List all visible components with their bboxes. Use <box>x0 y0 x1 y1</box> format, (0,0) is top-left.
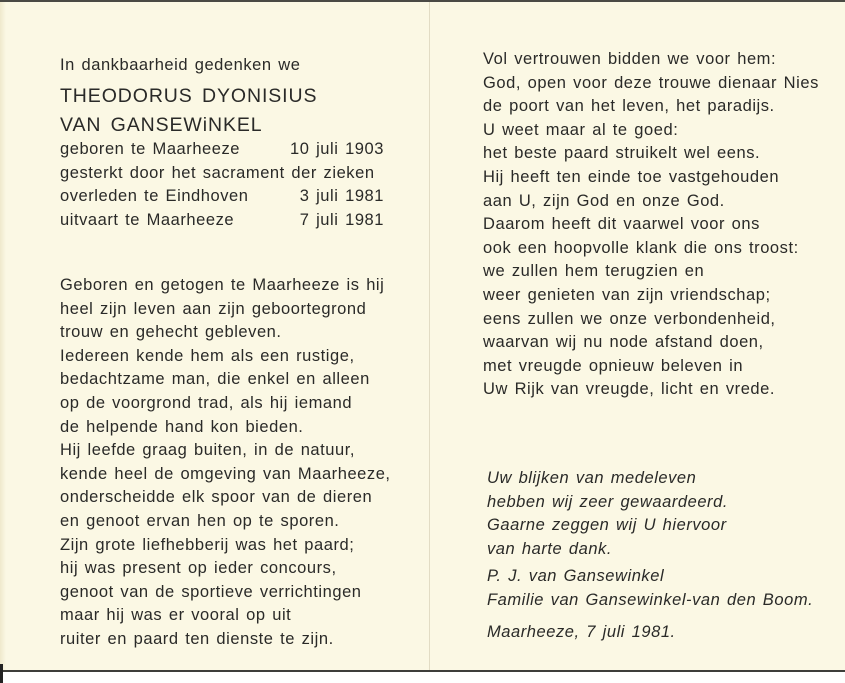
signature-line: Familie van Gansewinkel-van den Boom. <box>487 590 814 609</box>
place-date-line: Maarheeze, 7 juli 1981. <box>487 623 676 641</box>
signature-line: P. J. van Gansewinkel <box>487 567 665 585</box>
place-date <box>487 621 676 645</box>
thanks-line: van harte dank. <box>487 539 612 558</box>
fact-label: overleden te Eindhoven <box>60 187 249 206</box>
prayer-line: U weet maar al te goed: <box>483 120 679 139</box>
prayer-line: Daarom heeft dit vaarwel voor ons <box>483 215 760 234</box>
fact-value: 10 juli 1903 <box>289 140 384 158</box>
fact-label: uitvaart te Maarheeze <box>60 210 235 229</box>
fact-row <box>60 138 384 162</box>
biography-line: onderscheidde elk spoor van de dieren <box>60 488 373 507</box>
thanks-note <box>487 467 728 561</box>
center-fold <box>429 2 430 670</box>
biography-line: trouw en gehecht gebleven. <box>60 323 282 342</box>
prayer-line: Hij heeft ten einde toe vastgehouden <box>483 167 780 186</box>
biography-line: genoot van de sportieve verrichtingen <box>60 582 362 601</box>
name-line-2: VAN GANSEWiNKEL <box>60 114 263 136</box>
prayer-line: aan U, zijn God en onze God. <box>483 191 725 210</box>
prayer-line: weer genieten van zijn vriendschap; <box>483 285 771 304</box>
biography-line: Hij leefde graag buiten, in de natuur, <box>60 441 356 460</box>
fact-row <box>60 162 384 186</box>
prayer-line: het beste paard struikelt wel eens. <box>483 144 761 163</box>
biography-line: maar hij was er vooral op uit <box>60 606 292 625</box>
fact-value: 7 juli 1981 <box>299 210 384 229</box>
prayer-line: Uw Rijk van vreugde, licht en vrede. <box>483 380 776 399</box>
left-panel-intro <box>60 54 300 78</box>
prayer-line: eens zullen we onze verbondenheid, <box>483 309 776 328</box>
deceased-name <box>60 82 317 140</box>
life-facts <box>60 138 384 232</box>
intro-line: In dankbaarheid gedenken we <box>60 56 301 74</box>
name-line-1: THEODORUS DYONISIUS <box>60 85 318 107</box>
prayer-line: waarvan wij nu node afstand doen, <box>483 333 764 352</box>
biography-line: de helpende hand kon bieden. <box>60 417 304 436</box>
prayer-line: God, open voor deze trouwe dienaar Nies <box>483 73 819 92</box>
biography-line: kende heel de omgeving van Maarheeze, <box>60 464 391 483</box>
prayer-line: ook een hoopvolle klank die ons troost: <box>483 238 799 257</box>
fact-value: 3 juli 1981 <box>299 187 384 206</box>
fact-label: geboren te Maarheeze <box>60 140 241 158</box>
biography-line: Iedereen kende hem als een rustige, <box>60 346 355 365</box>
prayer <box>483 48 819 402</box>
prayer-line: de poort van het leven, het paradijs. <box>483 97 775 116</box>
biography-line: en genoot ervan hen op te sporen. <box>60 511 340 530</box>
prayer-line: we zullen hem terugzien en <box>483 262 705 281</box>
biography <box>60 274 391 652</box>
prayer-line: Vol vertrouwen bidden we voor hem: <box>483 50 777 68</box>
thanks-line: Gaarne zeggen wij U hiervoor <box>487 516 727 535</box>
biography-line: Geboren en getogen te Maarheeze is hij <box>60 276 385 294</box>
prayer-line: met vreugde opnieuw beleven in <box>483 356 744 375</box>
signature <box>487 565 813 612</box>
biography-line: hij was present op ieder concours, <box>60 559 337 578</box>
biography-line: ruiter en paard ten dienste te zijn. <box>60 629 334 648</box>
thanks-line: Uw blijken van medeleven <box>487 469 697 487</box>
fact-label: gesterkt door het sacrament der zieken <box>60 163 375 182</box>
scan-edge <box>0 664 3 683</box>
biography-line: bedachtzame man, die enkel en alleen <box>60 370 370 389</box>
biography-line: op de voorgrond trad, als hij iemand <box>60 393 353 412</box>
fact-row <box>60 209 384 233</box>
thanks-line: hebben wij zeer gewaardeerd. <box>487 492 728 511</box>
fact-row <box>60 185 384 209</box>
biography-line: heel zijn leven aan zijn geboortegrond <box>60 299 367 318</box>
biography-line: Zijn grote liefhebberij was het paard; <box>60 535 355 554</box>
